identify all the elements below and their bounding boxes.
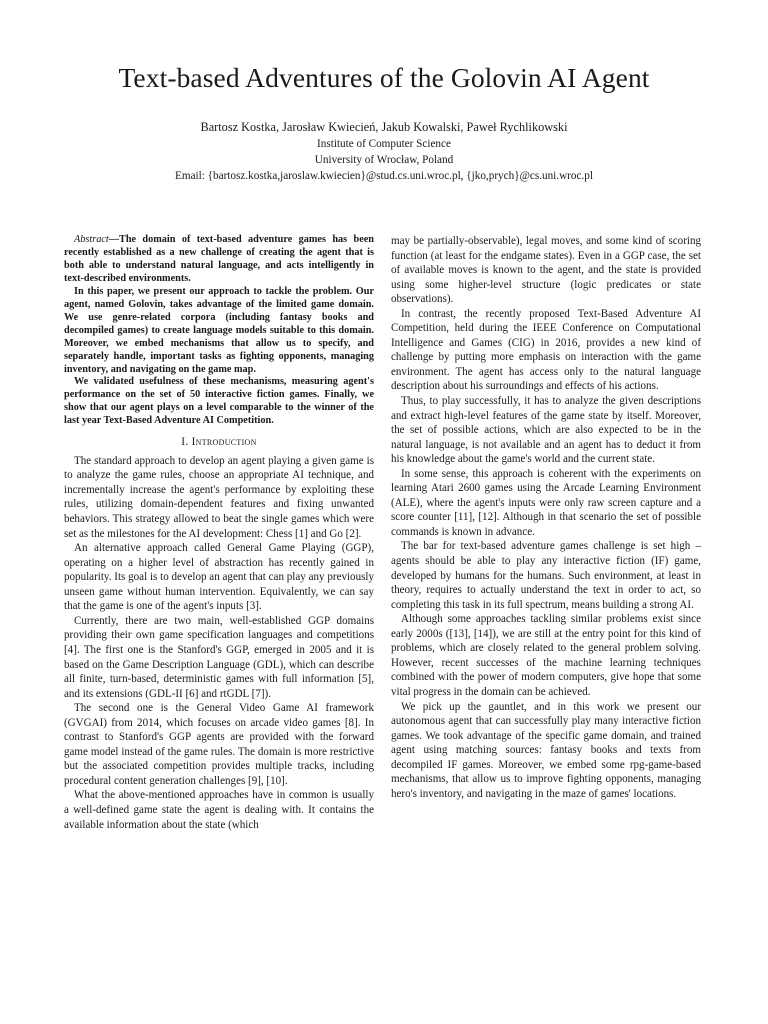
abstract-paragraph bbox=[64, 234, 374, 286]
body-paragraph: Currently, there are two main, well-established GGP domains providing their own game specification languages and competitions [4]. The first one is the Stanford's GGP, emerged in 2005 and it is based on the Game Description Language (GDL), which can describe all finite, turn-based, deterministic games with full information [5], and its extensions (GDL-II [6] and rtGDL [7]). bbox=[64, 614, 374, 700]
body-paragraph: Thus, to play successfully, it has to analyze the given descriptions and extract high-level features of the game state by itself. Moreover, the set of possible actions, which are also expected to be in the natural language, is not available and an agent has to deduct it from his knowledge about the game's world and the current state. bbox=[391, 395, 701, 466]
body-paragraph: An alternative approach called General Game Playing (GGP), operating on a higher level of abstraction has recently gained in popularity. Its goal is to develop an agent that can play any previously unseen game without human intervention. Equivalently, we can say that the game is one of the agent's inputs [3]. bbox=[64, 542, 374, 613]
body-paragraph: The second one is the General Video Game AI framework (GVGAI) from 2014, which focuses on arcade video games [8]. In contrast to Stanford's GGP agents are provided with the forward game model instead of the game rules. The domain is more restrictive but the associated competition provides multiple tracks, including procedural content generation challenges [9], [10]. bbox=[64, 702, 374, 787]
abstract-text: —The domain of text-based adventure games has been recently established as a new challenge of creating the agent that is both able to understand natural language, and acts intelligently in text-described environments. bbox=[64, 234, 374, 284]
right-column bbox=[391, 234, 701, 801]
left-column bbox=[64, 234, 374, 832]
body-paragraph: Although some approaches tackling similar problems exist since early 2000s ([13], [14]), we are still at the entry point for this kind of problems, which are closely related to the general problem solving. However, recent successes of the machine learning techniques combined with the power of modern computers, give hope that some vital progress in the domain can be achieved. bbox=[391, 613, 701, 698]
abstract-paragraph: We validated usefulness of these mechanisms, measuring agent's performance on the set of 50 interactive fiction games. Finally, we show that our agent plays on a level comparable to the winner of the last year Text-Based Adventure AI Competition. bbox=[64, 376, 374, 427]
email-line: Email: {bartosz.kostka,jaroslaw.kwiecien}@stud.cs.uni.wroc.pl, {jko,prych}@cs.uni.wroc.pl bbox=[175, 170, 593, 182]
paper-title: Text-based Adventures of the Golovin AI Agent bbox=[118, 62, 650, 93]
section-title: Introduction bbox=[191, 436, 257, 449]
author-list: Bartosz Kostka, Jarosław Kwiecień, Jakub Kowalski, Paweł Rychlikowski bbox=[200, 120, 568, 134]
body-paragraph: We pick up the gauntlet, and in this work we present our autonomous agent that can successfully play many interactive fiction games. We took advantage of the specific game domain, and trained agent using matching sources: fantasy books and texts from decompiled IF games. Moreover, we embed some rpg-game-based mechanisms, that allow us to improve fighting opponents, managing hero's inventory, and navigating in the maze of games' locations. bbox=[391, 700, 701, 800]
body-paragraph: In some sense, this approach is coherent with the experiments on learning Atari 2600 games using the Arcade Learning Environment (ALE), where the agent's inputs were only raw screen capture and a score counter [11], [12]. Although in that scenario the set of possible commands is known in advance. bbox=[391, 467, 701, 538]
abstract-paragraph: In this paper, we present our approach to tackle the problem. Our agent, named Golovin, takes advantage of the limited game domain. We use genre-related corpora (including fantasy books and decompiled games) to create language models suitable to this domain. Moreover, we embed mechanisms that allow us to specify, and separately handle, important tasks as fighting opponents, managing inventory, and navigating on the game map. bbox=[64, 285, 374, 375]
body-paragraph-continued: may be partially-observable), legal moves, and some kind of scoring function (at least for the endgame states). Even in a GGP case, the set of available moves is known to the agent, and the state is provided using some higher-level structure (logic predicates or state observations). bbox=[391, 235, 701, 306]
body-paragraph: The standard approach to develop an agent playing a given game is to analyze the game rules, choose an appropriate AI technique, and incrementally increase the agent's performance by exploiting these rules, utilizing domain-dependent features and fixing unwanted behaviors. This strategy allowed to beat the single games which were set as the milestones for the AI development: Chess [1] and Go [2]. bbox=[64, 454, 374, 540]
university: University of Wrocław, Poland bbox=[314, 154, 454, 166]
abstract-label: Abstract bbox=[74, 234, 109, 245]
body-paragraph: The bar for text-based adventure games challenge is set high – agents should be able to play any interactive fiction (IF) game, developed by humans for the humans. Such environment, at least in theory, requires to actually understand the text in order to act, so completing this task in its full spectrum, means building a strong AI. bbox=[391, 540, 701, 611]
body-paragraph: In contrast, the recently proposed Text-Based Adventure AI Competition, held during the IEEE Conference on Computational Intelligence and Games (CIG) in 2016, provides a new kind of challenge by putting more emphasis on interaction with the game environment. The agent has access only to the natural language description about his surroundings and effects of his actions. bbox=[391, 307, 701, 393]
section-number: I. bbox=[181, 436, 192, 449]
affiliation: Institute of Computer Science bbox=[317, 138, 451, 150]
section-heading bbox=[64, 435, 374, 450]
abstract bbox=[64, 234, 374, 428]
body-paragraph: What the above-mentioned approaches have in common is usually a well-defined game state the agent is dealing with. It contains the available information about the state (which bbox=[64, 789, 374, 831]
